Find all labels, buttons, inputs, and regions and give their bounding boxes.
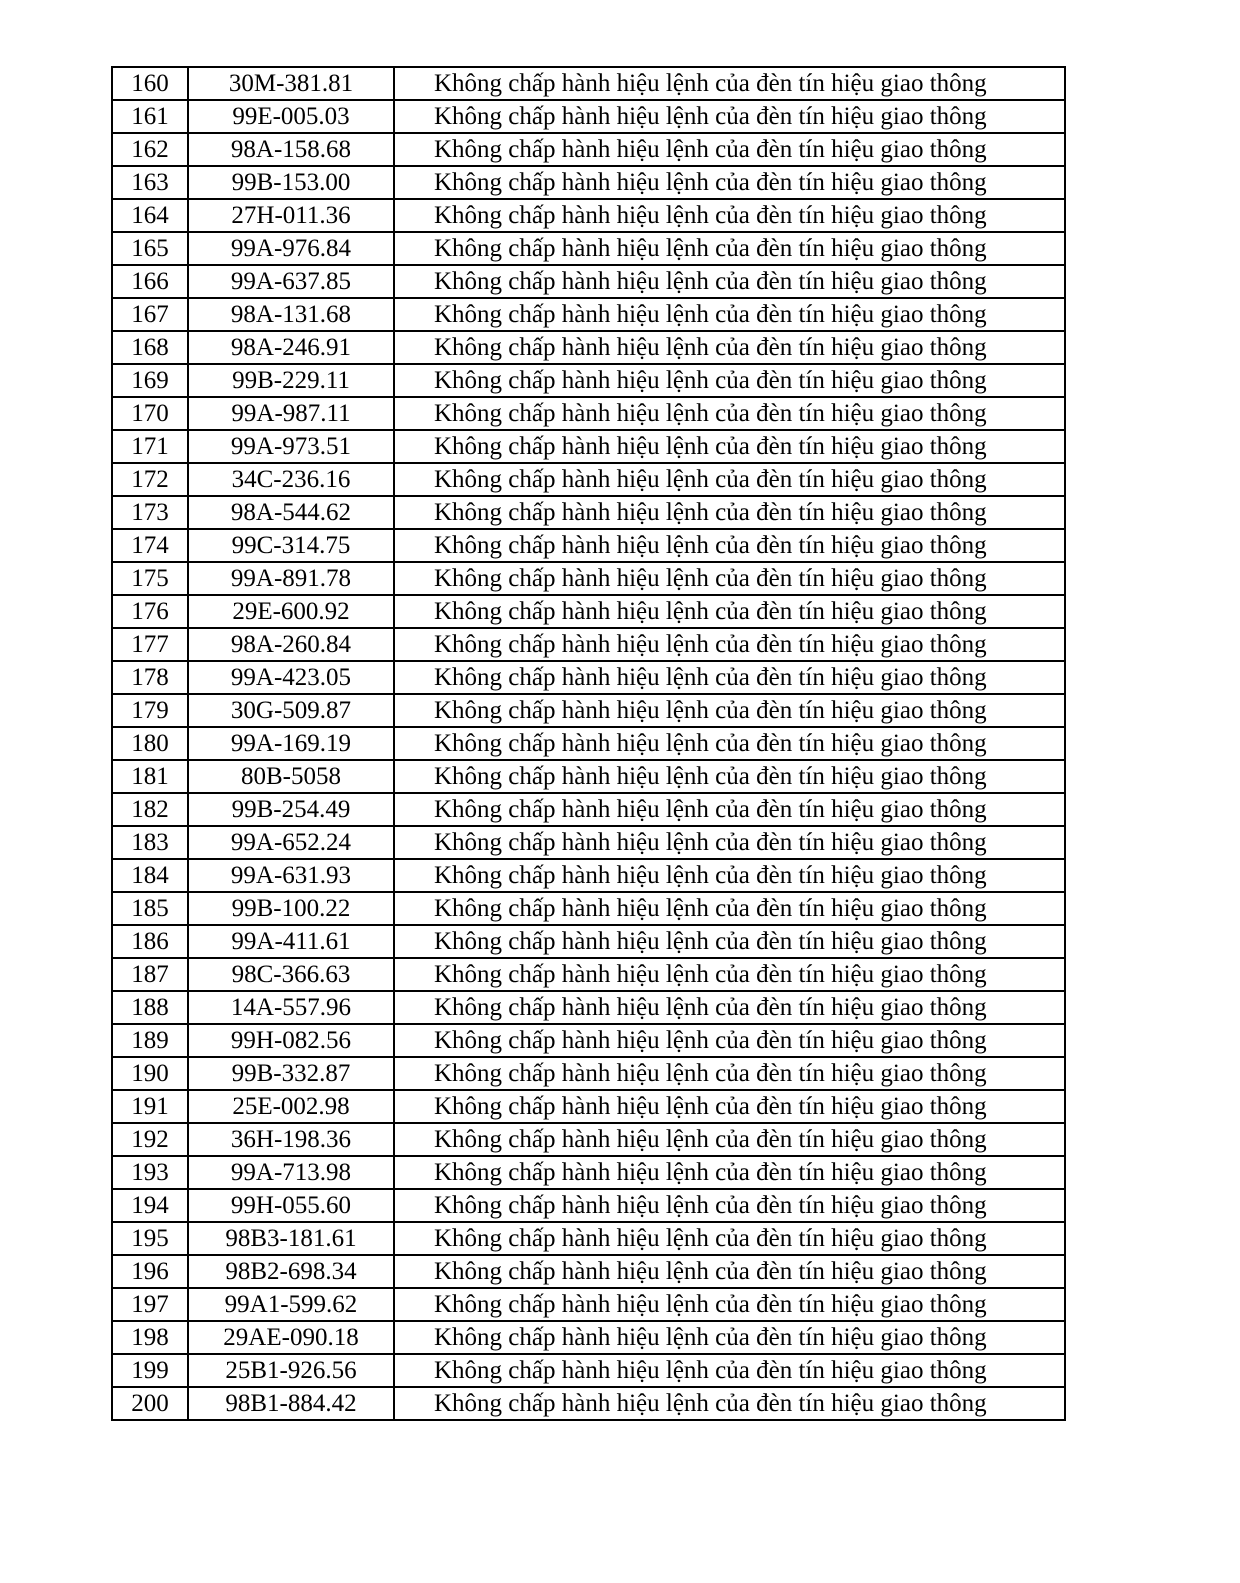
license-plate-cell: 99A-713.98 [188, 1156, 394, 1189]
table-row [112, 727, 1065, 760]
table-row [112, 760, 1065, 793]
table-row [112, 628, 1065, 661]
table-row [112, 595, 1065, 628]
row-number-cell: 179 [112, 694, 188, 727]
table-row [112, 1024, 1065, 1057]
table-row [112, 661, 1065, 694]
violation-cell: Không chấp hành hiệu lệnh của đèn tín hiệu giao thông [394, 1090, 1065, 1123]
license-plate-cell: 99A-973.51 [188, 430, 394, 463]
row-number-cell: 186 [112, 925, 188, 958]
table-row [112, 496, 1065, 529]
violation-cell: Không chấp hành hiệu lệnh của đèn tín hiệu giao thông [394, 529, 1065, 562]
license-plate-cell: 98C-366.63 [188, 958, 394, 991]
license-plate-cell: 99E-005.03 [188, 100, 394, 133]
row-number-cell: 163 [112, 166, 188, 199]
violation-cell: Không chấp hành hiệu lệnh của đèn tín hiệu giao thông [394, 1387, 1065, 1420]
license-plate-cell: 99B-254.49 [188, 793, 394, 826]
violation-cell: Không chấp hành hiệu lệnh của đèn tín hiệu giao thông [394, 430, 1065, 463]
license-plate-cell: 98B2-698.34 [188, 1255, 394, 1288]
row-number-cell: 167 [112, 298, 188, 331]
license-plate-cell: 99B-100.22 [188, 892, 394, 925]
row-number-cell: 172 [112, 463, 188, 496]
violation-cell: Không chấp hành hiệu lệnh của đèn tín hiệu giao thông [394, 1156, 1065, 1189]
license-plate-cell: 99H-082.56 [188, 1024, 394, 1057]
table-row [112, 1189, 1065, 1222]
violation-cell: Không chấp hành hiệu lệnh của đèn tín hiệu giao thông [394, 1321, 1065, 1354]
violation-cell: Không chấp hành hiệu lệnh của đèn tín hiệu giao thông [394, 628, 1065, 661]
row-number-cell: 192 [112, 1123, 188, 1156]
violation-cell: Không chấp hành hiệu lệnh của đèn tín hiệu giao thông [394, 1222, 1065, 1255]
violation-cell: Không chấp hành hiệu lệnh của đèn tín hiệu giao thông [394, 331, 1065, 364]
table-row [112, 232, 1065, 265]
table-row [112, 826, 1065, 859]
row-number-cell: 189 [112, 1024, 188, 1057]
row-number-cell: 196 [112, 1255, 188, 1288]
row-number-cell: 182 [112, 793, 188, 826]
table-row [112, 562, 1065, 595]
row-number-cell: 180 [112, 727, 188, 760]
license-plate-cell: 25E-002.98 [188, 1090, 394, 1123]
violation-cell: Không chấp hành hiệu lệnh của đèn tín hiệu giao thông [394, 991, 1065, 1024]
row-number-cell: 185 [112, 892, 188, 925]
table-row [112, 265, 1065, 298]
violation-cell: Không chấp hành hiệu lệnh của đèn tín hiệu giao thông [394, 67, 1065, 100]
violation-cell: Không chấp hành hiệu lệnh của đèn tín hiệu giao thông [394, 562, 1065, 595]
license-plate-cell: 30G-509.87 [188, 694, 394, 727]
row-number-cell: 165 [112, 232, 188, 265]
license-plate-cell: 98A-158.68 [188, 133, 394, 166]
violation-cell: Không chấp hành hiệu lệnh của đèn tín hiệu giao thông [394, 199, 1065, 232]
license-plate-cell: 99A-891.78 [188, 562, 394, 595]
table-row [112, 1255, 1065, 1288]
license-plate-cell: 14A-557.96 [188, 991, 394, 1024]
row-number-cell: 188 [112, 991, 188, 1024]
license-plate-cell: 29E-600.92 [188, 595, 394, 628]
license-plate-cell: 36H-198.36 [188, 1123, 394, 1156]
row-number-cell: 164 [112, 199, 188, 232]
violation-cell: Không chấp hành hiệu lệnh của đèn tín hiệu giao thông [394, 364, 1065, 397]
license-plate-cell: 99A-631.93 [188, 859, 394, 892]
table-row [112, 1156, 1065, 1189]
violation-cell: Không chấp hành hiệu lệnh của đèn tín hiệu giao thông [394, 892, 1065, 925]
row-number-cell: 197 [112, 1288, 188, 1321]
table-row [112, 991, 1065, 1024]
violation-cell: Không chấp hành hiệu lệnh của đèn tín hiệu giao thông [394, 133, 1065, 166]
license-plate-cell: 98A-131.68 [188, 298, 394, 331]
table-row [112, 133, 1065, 166]
violation-cell: Không chấp hành hiệu lệnh của đèn tín hiệu giao thông [394, 826, 1065, 859]
violation-cell: Không chấp hành hiệu lệnh của đèn tín hiệu giao thông [394, 793, 1065, 826]
row-number-cell: 166 [112, 265, 188, 298]
violation-cell: Không chấp hành hiệu lệnh của đèn tín hiệu giao thông [394, 496, 1065, 529]
violation-cell: Không chấp hành hiệu lệnh của đèn tín hiệu giao thông [394, 925, 1065, 958]
table-row [112, 1387, 1065, 1420]
license-plate-cell: 99B-229.11 [188, 364, 394, 397]
license-plate-cell: 99A1-599.62 [188, 1288, 394, 1321]
violation-cell: Không chấp hành hiệu lệnh của đèn tín hiệu giao thông [394, 1288, 1065, 1321]
license-plate-cell: 99A-423.05 [188, 661, 394, 694]
license-plate-cell: 98A-260.84 [188, 628, 394, 661]
row-number-cell: 170 [112, 397, 188, 430]
license-plate-cell: 99A-637.85 [188, 265, 394, 298]
row-number-cell: 200 [112, 1387, 188, 1420]
violation-cell: Không chấp hành hiệu lệnh của đèn tín hiệu giao thông [394, 727, 1065, 760]
table-row [112, 430, 1065, 463]
violation-cell: Không chấp hành hiệu lệnh của đèn tín hiệu giao thông [394, 595, 1065, 628]
row-number-cell: 193 [112, 1156, 188, 1189]
table-row [112, 463, 1065, 496]
license-plate-cell: 99B-332.87 [188, 1057, 394, 1090]
row-number-cell: 177 [112, 628, 188, 661]
table-row [112, 1090, 1065, 1123]
row-number-cell: 195 [112, 1222, 188, 1255]
table-row [112, 199, 1065, 232]
row-number-cell: 161 [112, 100, 188, 133]
violation-cell: Không chấp hành hiệu lệnh của đèn tín hiệu giao thông [394, 1354, 1065, 1387]
violation-cell: Không chấp hành hiệu lệnh của đèn tín hiệu giao thông [394, 760, 1065, 793]
row-number-cell: 160 [112, 67, 188, 100]
license-plate-cell: 99H-055.60 [188, 1189, 394, 1222]
license-plate-cell: 27H-011.36 [188, 199, 394, 232]
row-number-cell: 175 [112, 562, 188, 595]
row-number-cell: 173 [112, 496, 188, 529]
violation-cell: Không chấp hành hiệu lệnh của đèn tín hiệu giao thông [394, 694, 1065, 727]
row-number-cell: 198 [112, 1321, 188, 1354]
table-row [112, 1222, 1065, 1255]
license-plate-cell: 98B3-181.61 [188, 1222, 394, 1255]
table-row [112, 1123, 1065, 1156]
violation-cell: Không chấp hành hiệu lệnh của đèn tín hiệu giao thông [394, 166, 1065, 199]
violations-table [111, 66, 1066, 1421]
license-plate-cell: 25B1-926.56 [188, 1354, 394, 1387]
violation-cell: Không chấp hành hiệu lệnh của đèn tín hiệu giao thông [394, 661, 1065, 694]
row-number-cell: 191 [112, 1090, 188, 1123]
row-number-cell: 169 [112, 364, 188, 397]
license-plate-cell: 34C-236.16 [188, 463, 394, 496]
table-row [112, 892, 1065, 925]
license-plate-cell: 99C-314.75 [188, 529, 394, 562]
violation-cell: Không chấp hành hiệu lệnh của đèn tín hiệu giao thông [394, 232, 1065, 265]
license-plate-cell: 80B-5058 [188, 760, 394, 793]
row-number-cell: 184 [112, 859, 188, 892]
license-plate-cell: 99A-169.19 [188, 727, 394, 760]
row-number-cell: 190 [112, 1057, 188, 1090]
table-row [112, 694, 1065, 727]
license-plate-cell: 99B-153.00 [188, 166, 394, 199]
table-row [112, 1288, 1065, 1321]
row-number-cell: 171 [112, 430, 188, 463]
violation-cell: Không chấp hành hiệu lệnh của đèn tín hiệu giao thông [394, 958, 1065, 991]
violation-cell: Không chấp hành hiệu lệnh của đèn tín hiệu giao thông [394, 1024, 1065, 1057]
license-plate-cell: 99A-411.61 [188, 925, 394, 958]
license-plate-cell: 98B1-884.42 [188, 1387, 394, 1420]
table-row [112, 1057, 1065, 1090]
violation-cell: Không chấp hành hiệu lệnh của đèn tín hiệu giao thông [394, 1123, 1065, 1156]
license-plate-cell: 30M-381.81 [188, 67, 394, 100]
table-row [112, 1354, 1065, 1387]
row-number-cell: 162 [112, 133, 188, 166]
row-number-cell: 168 [112, 331, 188, 364]
row-number-cell: 176 [112, 595, 188, 628]
row-number-cell: 178 [112, 661, 188, 694]
license-plate-cell: 98A-246.91 [188, 331, 394, 364]
table-row [112, 364, 1065, 397]
violation-cell: Không chấp hành hiệu lệnh của đèn tín hiệu giao thông [394, 1057, 1065, 1090]
table-row [112, 529, 1065, 562]
license-plate-cell: 99A-976.84 [188, 232, 394, 265]
table-row [112, 298, 1065, 331]
table-row [112, 793, 1065, 826]
violation-cell: Không chấp hành hiệu lệnh của đèn tín hiệu giao thông [394, 298, 1065, 331]
table-row [112, 925, 1065, 958]
row-number-cell: 199 [112, 1354, 188, 1387]
license-plate-cell: 98A-544.62 [188, 496, 394, 529]
table-row [112, 958, 1065, 991]
table-row [112, 859, 1065, 892]
violation-cell: Không chấp hành hiệu lệnh của đèn tín hiệu giao thông [394, 859, 1065, 892]
license-plate-cell: 99A-987.11 [188, 397, 394, 430]
license-plate-cell: 99A-652.24 [188, 826, 394, 859]
row-number-cell: 174 [112, 529, 188, 562]
table-row [112, 166, 1065, 199]
table-row [112, 331, 1065, 364]
row-number-cell: 194 [112, 1189, 188, 1222]
row-number-cell: 183 [112, 826, 188, 859]
violation-cell: Không chấp hành hiệu lệnh của đèn tín hiệu giao thông [394, 1255, 1065, 1288]
violation-cell: Không chấp hành hiệu lệnh của đèn tín hiệu giao thông [394, 463, 1065, 496]
table-row [112, 1321, 1065, 1354]
license-plate-cell: 29AE-090.18 [188, 1321, 394, 1354]
row-number-cell: 181 [112, 760, 188, 793]
violation-cell: Không chấp hành hiệu lệnh của đèn tín hiệu giao thông [394, 1189, 1065, 1222]
violation-cell: Không chấp hành hiệu lệnh của đèn tín hiệu giao thông [394, 100, 1065, 133]
violation-cell: Không chấp hành hiệu lệnh của đèn tín hiệu giao thông [394, 397, 1065, 430]
violation-cell: Không chấp hành hiệu lệnh của đèn tín hiệu giao thông [394, 265, 1065, 298]
table-row [112, 397, 1065, 430]
table-row [112, 67, 1065, 100]
violations-table-body [112, 67, 1065, 1420]
row-number-cell: 187 [112, 958, 188, 991]
table-row [112, 100, 1065, 133]
